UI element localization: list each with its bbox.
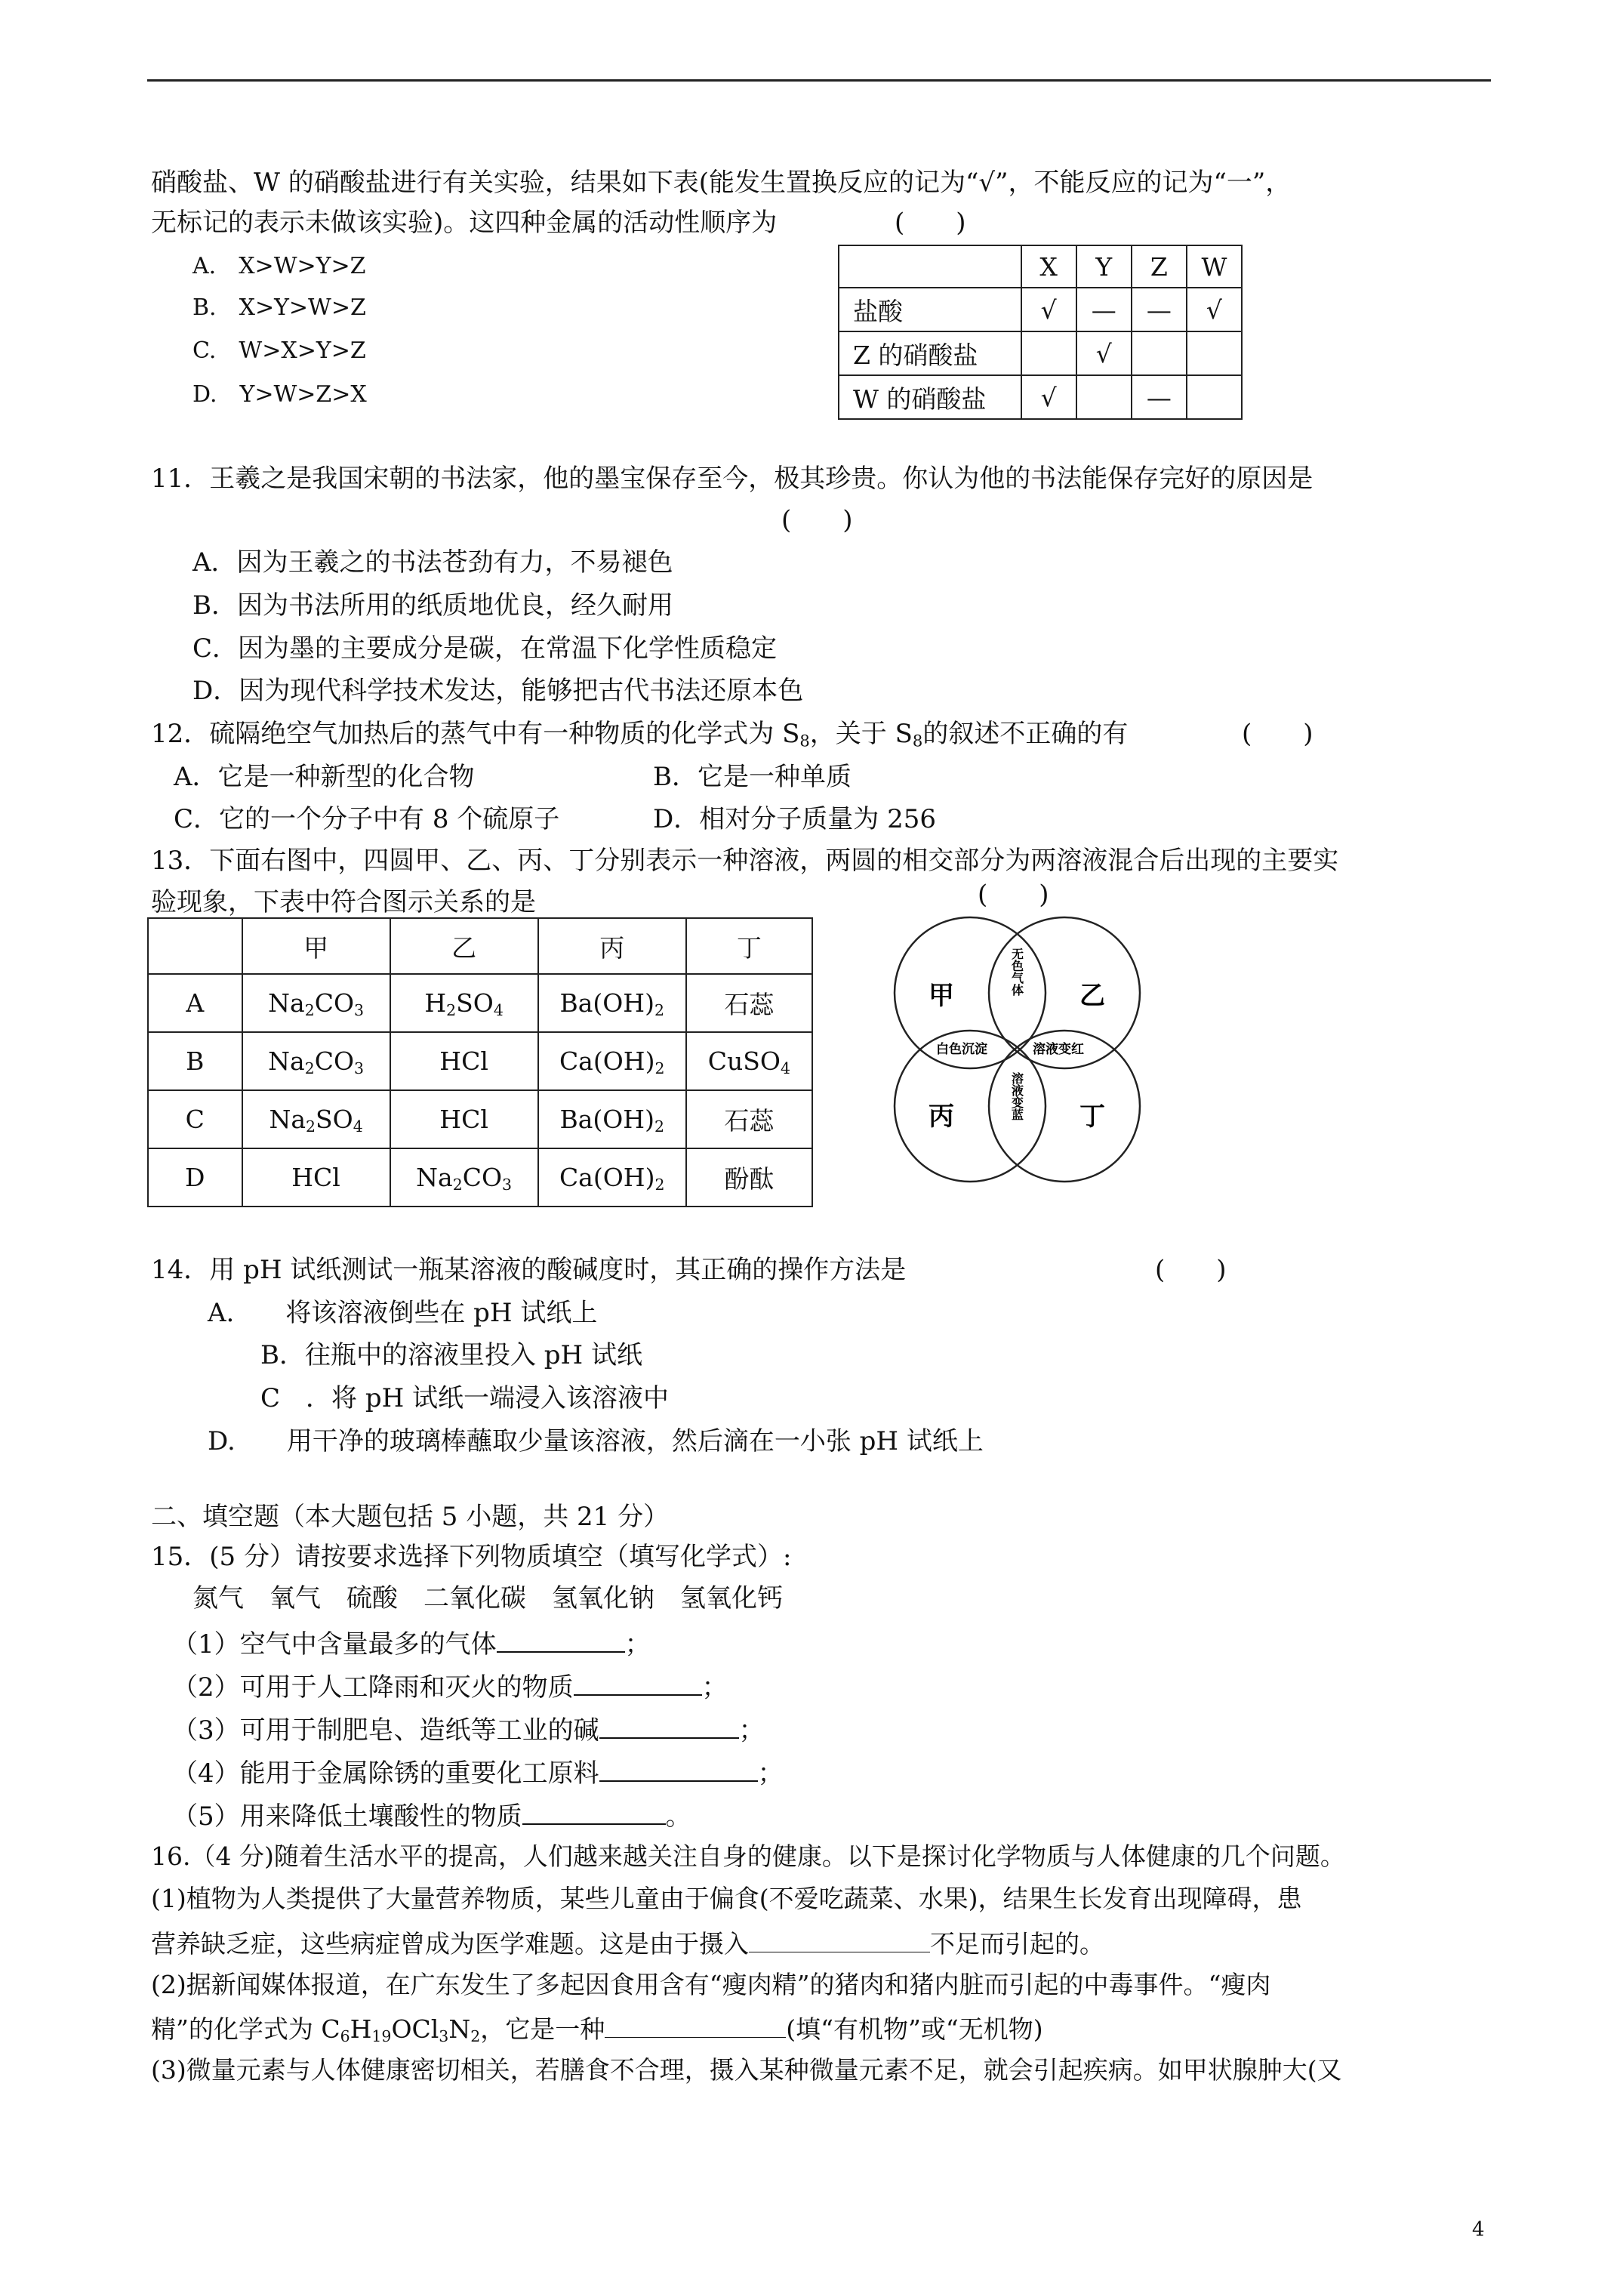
q12-option-d: D．相对分子质量为 256 [653, 804, 936, 834]
table-cell: $Na_2CO_3$ [390, 1148, 538, 1207]
q12-stem-part: 的叙述不正确的有 [922, 719, 1129, 749]
table-cell: $Ba(OH)_2$ [538, 974, 686, 1032]
subscript: 2 [470, 2027, 481, 2046]
table-cell: $H_2SO_4$ [390, 974, 538, 1032]
q13-line1: 13．下面右图中，四圆甲、乙、丙、丁分别表示一种溶液，两圆的相交部分为两溶液混合后出现的主要实 [151, 846, 1339, 876]
q15-item-3 [172, 1715, 765, 1746]
table-cell: A [148, 974, 242, 1032]
q14-option-d: D. 用干净的玻璃棒蘸取少量该溶液，然后滴在一小张 pH 试纸上 [208, 1426, 984, 1456]
overlap-bing-ding: 溶液变蓝 [1009, 1072, 1024, 1120]
q16-part1-line1: (1)植物为人类提供了大量营养物质，某些儿童由于偏食(不爱吃蔬菜、水果)，结果生长发育出现障碍，患 [151, 1884, 1302, 1913]
table-cell: 甲 [242, 918, 390, 974]
overlap-jia-yi: 无色气体 [1009, 948, 1024, 996]
table-cell: Z 的硝酸盐 [839, 331, 1021, 375]
subscript: 2 [654, 1176, 665, 1194]
q11-option-a: A．因为王羲之的书法苍劲有力，不易褪色 [192, 547, 673, 578]
subscript: 4 [353, 1117, 363, 1136]
q10-answer-paren: ( ) [895, 208, 966, 238]
q11-option-c: C．因为墨的主要成分是碳，在常温下化学性质稳定 [192, 633, 778, 664]
item-text: （3）可用于制肥皂、造纸等工业的碱 [172, 1715, 599, 1746]
subscript: 2 [452, 1176, 463, 1194]
q11-stem: 11．王羲之是我国宋朝的书法家，他的墨宝保存至今，极其珍贵。你认为他的书法能保存完好的原因是 [151, 464, 1313, 494]
q16-part2-line2: 精”的化学式为 $C_6H_{19}OCl_3N_2$，它是一种 (填“有机物”或“无机物) [151, 2014, 1043, 2046]
table-cell [148, 918, 242, 974]
q13-line2: 验现象，下表中符合图示关系的是 [151, 887, 536, 917]
text-part: ，它是一种 [480, 2014, 605, 2044]
overlap-jia-bing: 白色沉淀 [936, 1042, 987, 1057]
table-row [839, 331, 1242, 375]
table-cell: — [1132, 375, 1187, 419]
table-cell: HCl [390, 1090, 538, 1148]
table-cell: Y [1076, 245, 1132, 288]
q12-option-a: A．它是一种新型的化合物 [174, 762, 475, 792]
table-cell: C [148, 1090, 242, 1148]
text-part: N [448, 2014, 471, 2044]
table-cell: √ [1076, 331, 1132, 375]
subscript: 3 [439, 2027, 449, 2046]
q13-options-table [147, 917, 813, 1207]
subscript: 2 [446, 1001, 457, 1020]
q16-stem: 16.（4 分)随着生活水平的提高，人们越来越关注自身的健康。以下是探讨化学物质与人体健康的几个问题。 [151, 1841, 1345, 1871]
table-cell: Z [1132, 245, 1187, 288]
label-bing: 丙 [929, 1102, 954, 1132]
table-cell: 石蕊 [686, 974, 812, 1032]
table-cell: $Ba(OH)_2$ [538, 1090, 686, 1148]
q16-part3-line1: (3)微量元素与人体健康密切相关，若膳食不合理，摄入某种微量元素不足，就会引起疾病。如甲状腺肿大(又 [151, 2055, 1342, 2085]
table-row [839, 245, 1242, 288]
table-cell: 丙 [538, 918, 686, 974]
q13-venn-diagram [861, 902, 1185, 1204]
table-cell: $Na_2SO_4$ [242, 1090, 390, 1148]
q10-option-d: D. Y>W>Z>X [192, 381, 367, 408]
q12-answer-paren: ( ) [1242, 719, 1313, 749]
page-number: 4 [1472, 2218, 1485, 2241]
q13-answer-paren: ( ) [978, 880, 1049, 910]
table-cell [1076, 375, 1132, 419]
table-cell: $Na_2CO_3$ [242, 974, 390, 1032]
q10-reaction-table [838, 245, 1243, 420]
subscript: 2 [654, 1059, 665, 1078]
q12-option-b: B．它是一种单质 [653, 762, 852, 792]
item-end: ； [738, 1715, 765, 1746]
text-part: 营养缺乏症，这些病症曾成为医学难题。这是由于摄入 [151, 1929, 749, 1959]
q10-line1: 硝酸盐、W 的硝酸盐进行有关实验，结果如下表(能发生置换反应的记为“√”，不能反应的记为“一”， [151, 168, 1292, 198]
q15-item-5 [172, 1801, 691, 1832]
q12-stem-part: ，关于 S [809, 719, 913, 749]
subscript: 4 [780, 1059, 790, 1078]
table-row [839, 288, 1242, 331]
answer-blank[interactable] [605, 2014, 786, 2038]
table-row [839, 375, 1242, 419]
table-cell: HCl [390, 1032, 538, 1090]
q12-stem [151, 719, 1129, 750]
table-cell: W [1187, 245, 1242, 288]
table-cell: HCl [242, 1148, 390, 1207]
q14-stem: 14．用 pH 试纸测试一瓶某溶液的酸碱度时，其正确的操作方法是 [151, 1255, 907, 1285]
table-cell: 丁 [686, 918, 812, 974]
answer-blank[interactable] [522, 1801, 666, 1825]
subscript: 2 [304, 1001, 315, 1020]
table-row [148, 1032, 812, 1090]
table-row [148, 974, 812, 1032]
subscript: 2 [304, 1059, 315, 1078]
table-cell [1187, 331, 1242, 375]
q15-stem: 15．(5 分）请按要求选择下列物质填空（填写化学式）: [151, 1542, 792, 1572]
q14-answer-paren: ( ) [1155, 1255, 1227, 1285]
table-cell: 乙 [390, 918, 538, 974]
answer-blank[interactable] [599, 1758, 758, 1782]
table-cell: √ [1187, 288, 1242, 331]
item-end: ； [624, 1629, 651, 1660]
text-part: 不足而引起的。 [930, 1929, 1104, 1959]
text-part: 精”的化学式为 C [151, 2014, 340, 2044]
table-row [148, 1148, 812, 1207]
table-cell: X [1021, 245, 1076, 288]
subscript: 3 [502, 1176, 513, 1194]
table-cell [839, 245, 1021, 288]
table-cell: 盐酸 [839, 288, 1021, 331]
table-cell: D [148, 1148, 242, 1207]
q16-part1-line2 [151, 1929, 1104, 1959]
item-end: 。 [665, 1801, 691, 1832]
subscript: 4 [493, 1001, 504, 1020]
label-jia: 甲 [929, 981, 954, 1011]
answer-blank[interactable] [599, 1715, 739, 1739]
q10-option-b: B. X>Y>W>Z [192, 294, 366, 321]
table-cell: $Ca(OH)_2$ [538, 1032, 686, 1090]
text-part: OCl [391, 2014, 439, 2044]
q10-option-a: A. X>W>Y>Z [192, 253, 366, 279]
answer-blank[interactable] [497, 1629, 625, 1653]
item-text: （5）用来降低土壤酸性的物质 [172, 1801, 522, 1832]
q15-substances: 氮气 氧气 硫酸 二氧化碳 氢氧化钠 氢氧化钙 [192, 1583, 783, 1613]
table-row [148, 1090, 812, 1148]
q14-option-a: A. 将该溶液倒些在 pH 试纸上 [208, 1298, 598, 1328]
q14-option-b: B．往瓶中的溶液里投入 pH 试纸 [260, 1340, 643, 1370]
item-end: ； [701, 1672, 728, 1703]
header-rule [147, 79, 1491, 82]
subscript: 2 [654, 1001, 664, 1020]
section-title: 二、填空题（本大题包括 5 小题，共 21 分） [151, 1502, 670, 1532]
item-text: （2）可用于人工降雨和灭火的物质 [172, 1672, 574, 1703]
q10-line2: 无标记的表示未做该实验)。这四种金属的活动性顺序为 [151, 208, 778, 238]
table-cell: B [148, 1032, 242, 1090]
q11-answer-paren: ( ) [781, 505, 853, 535]
subscript: 8 [912, 731, 923, 750]
item-end: ； [757, 1758, 784, 1789]
table-cell: W 的硝酸盐 [839, 375, 1021, 419]
overlap-yi-ding: 溶液变红 [1033, 1042, 1084, 1057]
q14-option-c: C ．将 pH 试纸一端浸入该溶液中 [260, 1383, 670, 1413]
subscript: 3 [354, 1059, 365, 1078]
q12-option-c: C．它的一个分子中有 8 个硫原子 [174, 804, 560, 834]
table-cell [1187, 375, 1242, 419]
table-cell [1021, 331, 1076, 375]
table-cell: 石蕊 [686, 1090, 812, 1148]
label-ding: 丁 [1079, 1102, 1105, 1132]
subscript: 3 [354, 1001, 365, 1020]
subscript: 2 [306, 1117, 316, 1136]
subscript: 2 [654, 1117, 664, 1136]
answer-blank[interactable] [574, 1672, 702, 1696]
table-cell: $Na_2CO_3$ [242, 1032, 390, 1090]
item-text: （4）能用于金属除锈的重要化工原料 [172, 1758, 599, 1789]
q10-option-c: C. W>X>Y>Z [192, 337, 366, 364]
q11-option-d: D．因为现代科学技术发达，能够把古代书法还原本色 [192, 676, 804, 706]
q16-part2-line1: (2)据新闻媒体报道，在广东发生了多起因食用含有“瘦肉精”的猪肉和猪内脏而引起的中毒事件。“瘦肉 [151, 1970, 1271, 1999]
table-row [148, 918, 812, 974]
item-text: （1）空气中含量最多的气体 [172, 1629, 497, 1660]
q15-item-2 [172, 1672, 728, 1703]
table-cell: √ [1021, 288, 1076, 331]
answer-blank[interactable] [749, 1929, 930, 1952]
table-cell [1132, 331, 1187, 375]
q15-item-4 [172, 1758, 784, 1789]
q11-option-b: B．因为书法所用的纸质地优良，经久耐用 [192, 590, 673, 621]
label-yi: 乙 [1079, 981, 1105, 1011]
q12-stem-part: 12．硫隔绝空气加热后的蒸气中有一种物质的化学式为 S [151, 719, 800, 749]
table-cell: CuSO$_4$ [686, 1032, 812, 1090]
table-cell: — [1132, 288, 1187, 331]
q15-item-1 [172, 1629, 651, 1660]
table-cell: — [1076, 288, 1132, 331]
subscript: 19 [371, 2027, 392, 2046]
subscript: 6 [340, 2027, 350, 2046]
subscript: 8 [799, 731, 810, 750]
text-part: (填“有机物”或“无机物) [786, 2014, 1043, 2044]
table-cell: √ [1021, 375, 1076, 419]
table-cell: 酚酞 [686, 1148, 812, 1207]
table-cell: $Ca(OH)_2$ [538, 1148, 686, 1207]
